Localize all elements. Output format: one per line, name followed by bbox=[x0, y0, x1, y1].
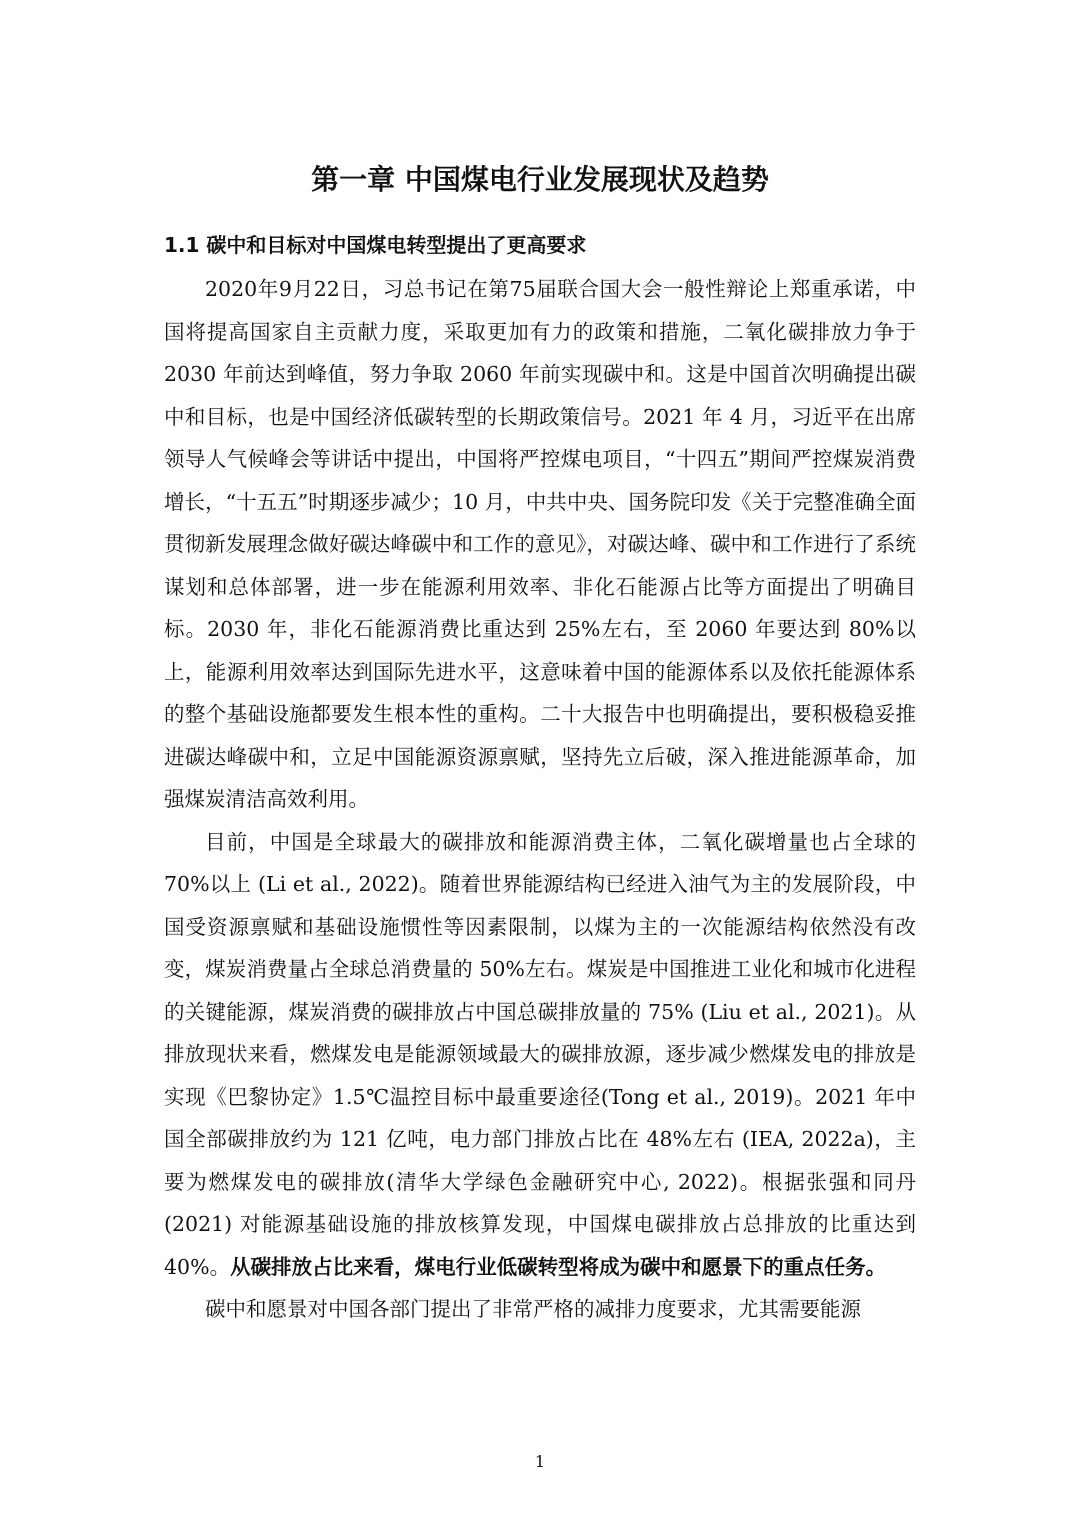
page-number: 1 bbox=[534, 1452, 546, 1471]
paragraph-3: 碳中和愿景对中国各部门提出了非常严格的减排力度要求，尤其需要能源 bbox=[205, 1297, 861, 1321]
paragraph-2 bbox=[164, 821, 916, 1289]
paragraph-2-text: 目前，中国是全球最大的碳排放和能源消费主体，二氧化碳增量也占全球的 70%以上 (Li et al., 2022)。随着世界能源结构已经进入油气为主的发展阶段，中国受资源禀赋和基础设施惯性等因素限制，以煤为主的一次能源结构依然没有改变，煤炭消费量占全球总消费量的 50%左右。煤炭是中国推进工业化和城市化进程的关键能源，煤炭消费的碳排放占中国总碳排放量的 75% (Liu et al., 2021)。从排放现状来看，燃煤发电是能源领域最大的碳排放源，逐步减少燃煤发电的排放是实现《巴黎协定》1.5℃温控目标中最重要途径(Tong et al., 2019)。2021 年中国全部碳排放约为 121 亿吨，电力部门排放占比在 48%左右 (IEA, 2022a)，主要为燃煤发电的碳排放(清华大学绿色金融研究中心, 2022)。根据张强和同丹(2021) 对能源基础设施的排放核算发现，中国煤电碳排放占总排放的比重达到 40%。 bbox=[164, 829, 916, 1279]
chapter-title: 第一章 中国煤电行业发展现状及趋势 bbox=[311, 163, 769, 196]
body-text bbox=[164, 268, 916, 1331]
paragraph-2-bold-text: 从碳排放占比来看，煤电行业低碳转型将成为碳中和愿景下的重点任务。 bbox=[230, 1254, 887, 1279]
section-heading: 1.1 碳中和目标对中国煤电转型提出了更高要求 bbox=[164, 233, 587, 257]
paragraph-1: 2020年9月22日，习总书记在第75届联合国大会一般性辩论上郑重承诺，中国将提高国家自主贡献力度，采取更加有力的政策和措施，二氧化碳排放力争于 2030 年前达到峰值，努力争取 2060 年前实现碳中和。这是中国首次明确提出碳中和目标，也是中国经济低碳转型的长期政策信号。2021 年 4 月，习近平在出席领导人气候峰会等讲话中提出，中国将严控煤电项目，“十四五”期间严控煤炭消费增长，“十五五”时期逐步减少；10 月，中共中央、国务院印发《关于完整准确全面贯彻新发展理念做好碳达峰碳中和工作的意见》，对碳达峰、碳中和工作进行了系统谋划和总体部署，进一步在能源利用效率、非化石能源占比等方面提出了明确目标。2030 年，非化石能源消费比重达到 25%左右，至 2060 年要达到 80%以上，能源利用效率达到国际先进水平，这意味着中国的能源体系以及依托能源体系的整个基础设施都要发生根本性的重构。二十大报告中也明确提出，要积极稳妥推进碳达峰碳中和，立足中国能源资源禀赋，坚持先立后破，深入推进能源革命，加强煤炭清洁高效利用。 bbox=[164, 277, 916, 811]
